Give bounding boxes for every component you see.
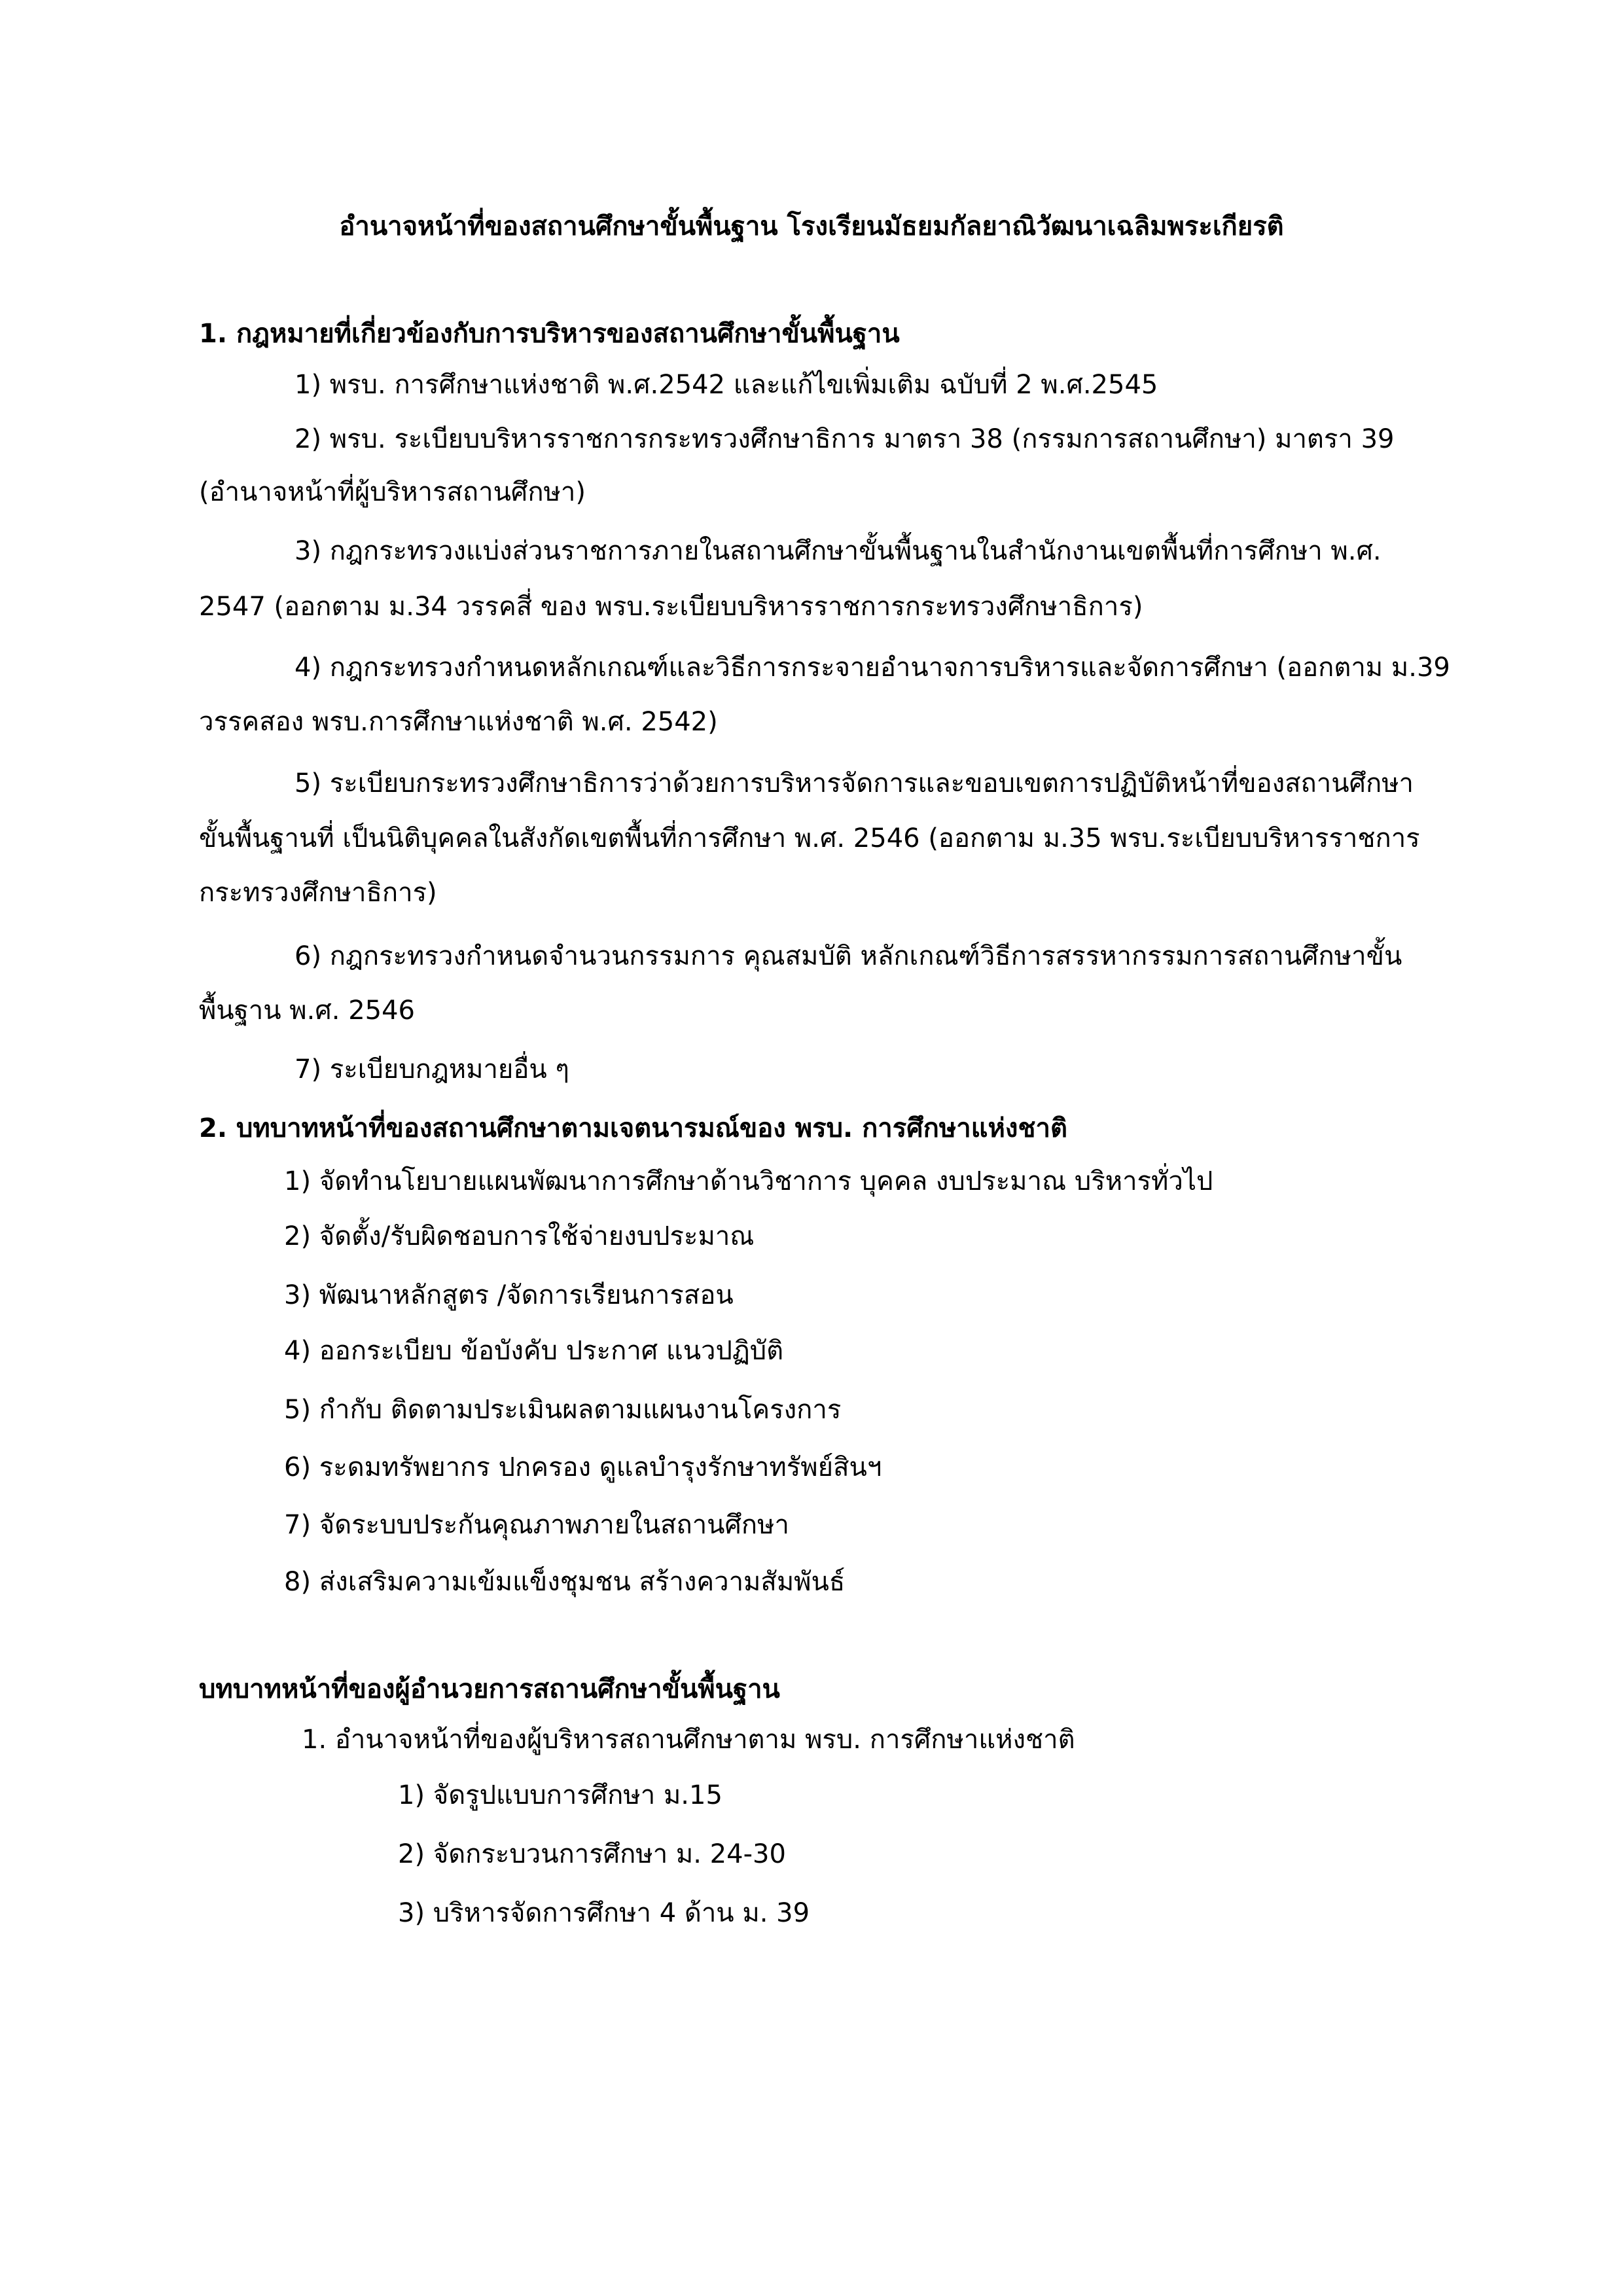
page-title: อำนาจหน้าที่ของสถานศึกษาขั้นพื้นฐาน โรงเรียนมัธยมกัลยาณิวัฒนาเฉลิมพระเกียรติ xyxy=(339,211,1284,242)
law-item: 6) กฎกระทรวงกำหนดจำนวนกรรมการ คุณสมบัติ หลักเกณฑ์วิธีการสรรหากรรมการสถานศึกษาขั้น xyxy=(294,941,1402,971)
authority-item: 1) จัดรูปแบบการศึกษา ม.15 xyxy=(398,1780,722,1810)
law-item-continued: กระทรวงศึกษาธิการ) xyxy=(199,878,437,908)
law-item-continued: พื้นฐาน พ.ศ. 2546 xyxy=(199,996,415,1026)
role-item: 4) ออกระเบียบ ข้อบังคับ ประกาศ แนวปฏิบัติ xyxy=(284,1336,784,1366)
section-heading: 1. กฎหมายที่เกี่ยวข้องกับการบริหารของสถานศึกษาขั้นพื้นฐาน xyxy=(199,319,900,349)
role-item: 8) ส่งเสริมความเข้มแข็งชุมชน สร้างความสัมพันธ์ xyxy=(284,1567,846,1597)
role-item: 1) จัดทำนโยบายแผนพัฒนาการศึกษาด้านวิชาการ บุคคล งบประมาณ บริหารทั่วไป xyxy=(284,1166,1213,1196)
role-item: 2) จัดตั้ง/รับผิดชอบการใช้จ่ายงบประมาณ xyxy=(284,1221,755,1251)
law-item: 5) ระเบียบกระทรวงศึกษาธิการว่าด้วยการบริหารจัดการและขอบเขตการปฏิบัติหน้าที่ของสถานศึกษา xyxy=(294,768,1414,798)
law-item-continued: (อำนาจหน้าที่ผู้บริหารสถานศึกษา) xyxy=(199,477,586,507)
section-heading: บทบาทหน้าที่ของผู้อำนวยการสถานศึกษาขั้นพื้นฐาน xyxy=(199,1674,780,1704)
law-item: 7) ระเบียบกฎหมายอื่น ๆ xyxy=(294,1054,569,1085)
subsection-heading: 1. อำนาจหน้าที่ของผู้บริหารสถานศึกษาตาม พรบ. การศึกษาแห่งชาติ xyxy=(302,1725,1075,1755)
law-item: 3) กฎกระทรวงแบ่งส่วนราชการภายในสถานศึกษาขั้นพื้นฐานในสำนักงานเขตพื้นที่การศึกษา พ.ศ. xyxy=(294,536,1382,566)
law-item-continued: ขั้นพื้นฐานที่ เป็นนิติบุคคลในสังกัดเขตพื้นที่การศึกษา พ.ศ. 2546 (ออกตาม ม.35 พรบ.ระเบียบบริหารราชการ xyxy=(199,823,1420,853)
law-item-continued: วรรคสอง พรบ.การศึกษาแห่งชาติ พ.ศ. 2542) xyxy=(199,707,718,737)
authority-item: 3) บริหารจัดการศึกษา 4 ด้าน ม. 39 xyxy=(398,1898,810,1928)
role-item: 3) พัฒนาหลักสูตร /จัดการเรียนการสอน xyxy=(284,1280,734,1310)
role-item: 6) ระดมทรัพยากร ปกครอง ดูแลบำรุงรักษาทรัพย์สินฯ xyxy=(284,1452,882,1482)
authority-item: 2) จัดกระบวนการศึกษา ม. 24-30 xyxy=(398,1839,786,1869)
role-item: 5) กำกับ ติดตามประเมินผลตามแผนงานโครงการ xyxy=(284,1395,842,1425)
role-item: 7) จัดระบบประกันคุณภาพภายในสถานศึกษา xyxy=(284,1510,789,1540)
law-item: 4) กฎกระทรวงกำหนดหลักเกณฑ์และวิธีการกระจายอำนาจการบริหารและจัดการศึกษา (ออกตาม ม.39 xyxy=(294,653,1450,683)
law-item: 2) พรบ. ระเบียบบริหารราชการกระทรวงศึกษาธิการ มาตรา 38 (กรรมการสถานศึกษา) มาตรา 39 xyxy=(294,424,1395,454)
section-heading: 2. บทบาทหน้าที่ของสถานศึกษาตามเจตนารมณ์ของ พรบ. การศึกษาแห่งชาติ xyxy=(199,1113,1067,1143)
law-item: 1) พรบ. การศึกษาแห่งชาติ พ.ศ.2542 และแก้ไขเพิ่มเติม ฉบับที่ 2 พ.ศ.2545 xyxy=(294,370,1158,400)
law-item-continued: 2547 (ออกตาม ม.34 วรรคสี่ ของ พรบ.ระเบียบบริหารราชการกระทรวงศึกษาธิการ) xyxy=(199,592,1143,622)
